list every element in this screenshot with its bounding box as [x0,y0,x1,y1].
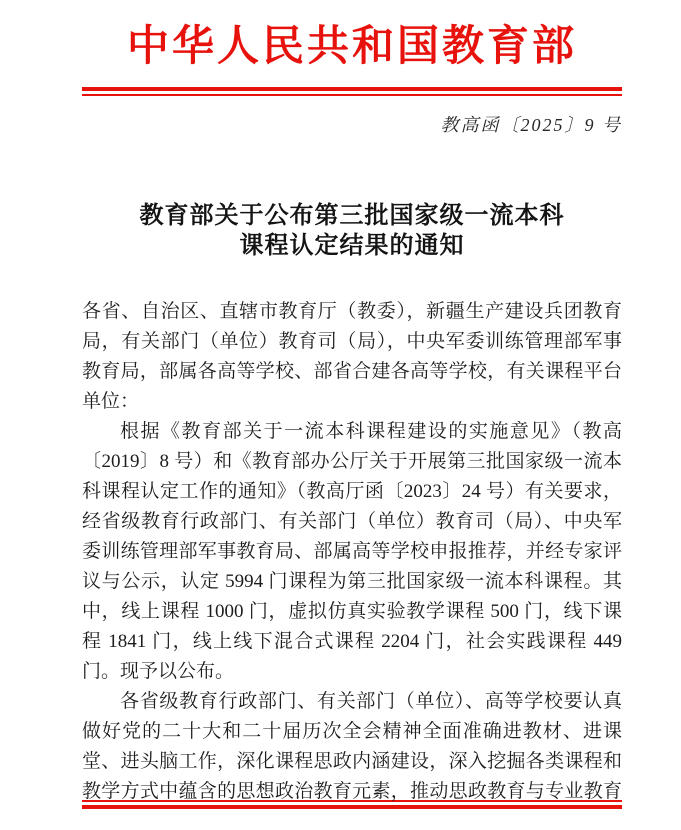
body-line: 中，线上课程 1000 门，虚拟仿真实验教学课程 500 门，线下课 [82,601,622,622]
body-line: 各省级教育行政部门、有关部门（单位）、高等学校要认真 [120,691,622,712]
body-line: 做好党的二十大和二十届历次全会精神全面准确进教材、进课 [82,721,622,742]
body-text [82,297,622,807]
body-line: 单位： [82,391,140,412]
body-line: 教育局，部属各高等学校、部省合建各高等学校，有关课程平台 [82,361,622,382]
header-rule-thick [82,87,622,91]
letterhead-title: 中华人民共和国教育部 [126,24,577,70]
body-line: 局，有关部门（单位）教育司（局），中央军委训练管理部军事 [82,331,622,352]
body-line: 科课程认定工作的通知》（教高厅函〔2023〕24 号）有关要求， [82,481,622,502]
document-number: 教高函〔2025〕9 号 [440,115,622,135]
notice-title-line1: 教育部关于公布第三批国家级一流本科 [139,203,565,229]
body-line: 委训练管理部军事教育局、部属高等学校申报推荐，并经专家评 [82,541,622,562]
body-line: 教学方式中蕴含的思想政治教育元素，推动思政教育与专业教育 [82,781,622,802]
body-line: 〔2019〕8 号）和《教育部办公厅关于开展第三批国家级一流本 [82,451,622,472]
header-rule-thin [82,94,622,96]
notice-title-line2: 课程认定结果的通知 [239,233,465,259]
body-line: 议与公示，认定 5994 门课程为第三批国家级一流本科课程。其 [82,571,622,592]
header-double-rule [82,87,622,96]
body-line: 经省级教育行政部门、有关部门（单位）教育司（局）、中央军 [82,511,622,532]
body-line: 堂、进头脑工作，深化课程思政内涵建设，深入挖掘各类课程和 [82,751,622,772]
body-line: 程 1841 门，线上线下混合式课程 2204 门，社会实践课程 449 [82,631,622,652]
body-line: 各省、自治区、直辖市教育厅（教委），新疆生产建设兵团教育 [82,301,622,322]
body-line: 门。现予以公布。 [82,661,235,682]
notice-title [82,201,622,261]
body-line: 根据《教育部关于一流本科课程建设的实施意见》（教高 [120,421,622,442]
